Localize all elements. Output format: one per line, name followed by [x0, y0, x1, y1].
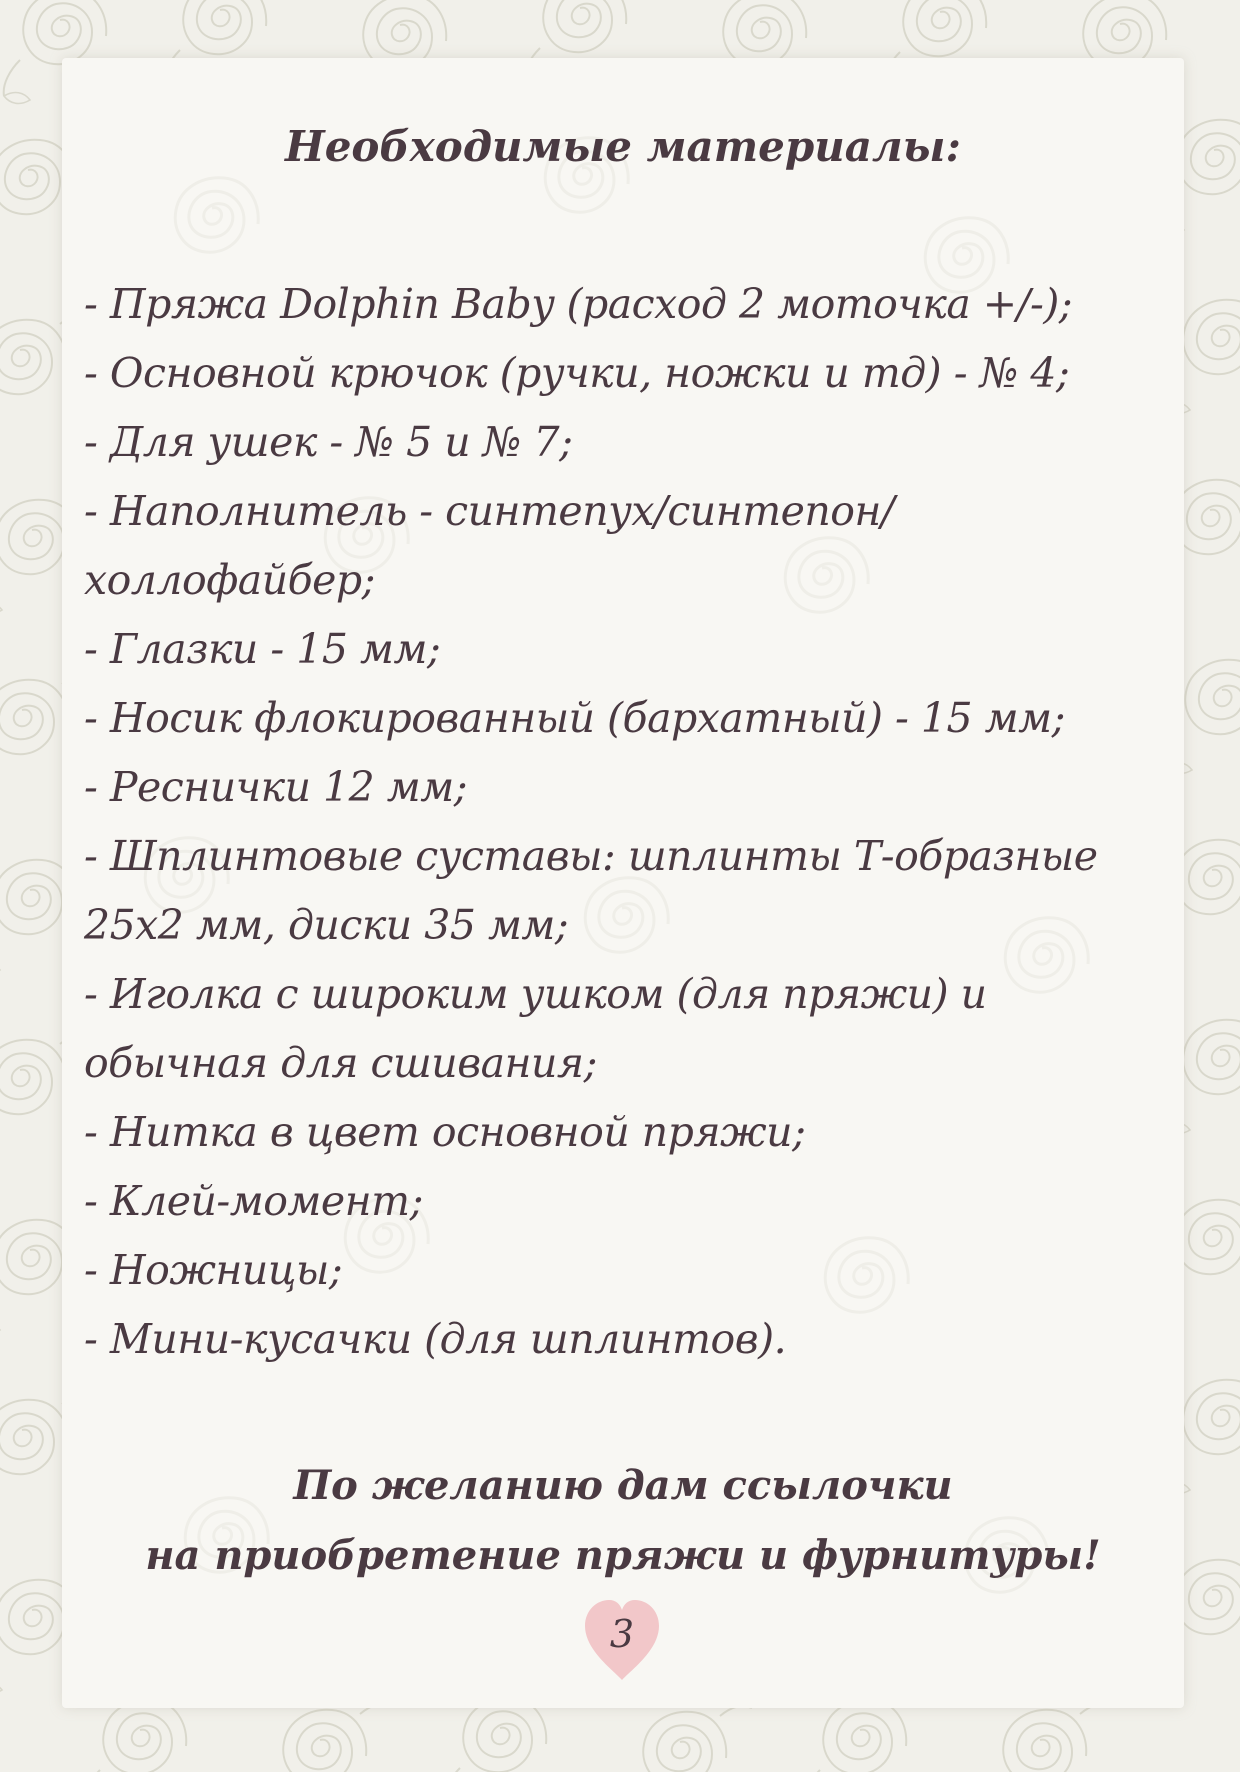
footer-line-2: на приобретение пряжи и фурнитуры! — [145, 1532, 1101, 1579]
footer-note — [62, 1451, 1184, 1591]
list-item: - Иголка с широким ушком (для пряжи) и — [84, 970, 987, 1018]
page-title: Необходимые материалы: — [285, 122, 961, 171]
content-panel — [62, 58, 1184, 1708]
list-item: - Носик флокированный (бархатный) - 15 мм; — [84, 694, 1065, 742]
list-item: - Глазки - 15 мм; — [84, 625, 441, 673]
list-item: - Наполнитель - синтепух/синтепон/ — [84, 487, 895, 535]
list-item: - Реснички 12 мм; — [84, 763, 468, 811]
list-item: обычная для сшивания; — [84, 1039, 597, 1087]
list-item: - Пряжа Dolphin Baby (расход 2 моточка +/-); — [84, 280, 1073, 328]
footer-line-1: По желанию дам ссылочки — [293, 1462, 953, 1509]
list-item: - Ножницы; — [84, 1246, 343, 1294]
list-item: - Клей-момент; — [84, 1177, 423, 1225]
list-item: 25х2 мм, диски 35 мм; — [84, 901, 569, 949]
list-item: холлофайбер; — [84, 556, 375, 604]
list-item: - Мини-кусачки (для шплинтов). — [84, 1315, 787, 1363]
page-number: 3 — [609, 1612, 635, 1656]
page-number-badge — [577, 1596, 667, 1684]
list-item: - Нитка в цвет основной пряжи; — [84, 1108, 806, 1156]
list-item: - Основной крючок (ручки, ножки и тд) - № 4; — [84, 349, 1070, 397]
list-item: - Для ушек - № 5 и № 7; — [84, 418, 573, 466]
materials-list — [84, 270, 1164, 1374]
list-item: - Шплинтовые суставы: шплинты Т-образные — [84, 832, 1098, 880]
